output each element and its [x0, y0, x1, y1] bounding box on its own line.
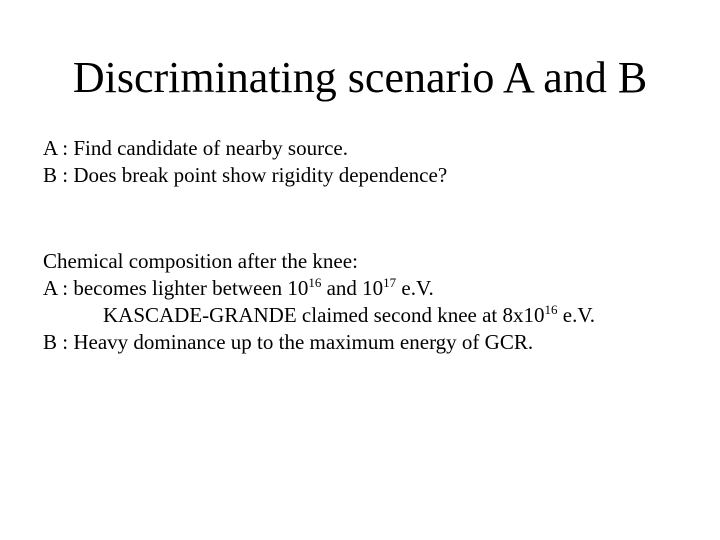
composition-heading: Chemical composition after the knee: [43, 249, 358, 273]
slide-title: Discriminating scenario A and B [72, 53, 648, 102]
scenario-a-line: A : Find candidate of nearby source. [43, 136, 348, 160]
energy-exponent: 17 [383, 275, 397, 290]
chemical-composition-section [43, 248, 595, 356]
scenario-b-composition-line: B : Heavy dominance up to the maximum energy of GCR. [43, 330, 534, 354]
scenario-a-composition-line [43, 275, 595, 302]
kascade-suffix-text: e.V. [557, 303, 596, 327]
energy-exponent: 16 [308, 275, 322, 290]
energy-middle-text: and 10 [321, 276, 384, 300]
scenario-summary [43, 135, 447, 189]
energy-suffix-text: e.V. [396, 276, 434, 300]
energy-exponent: 16 [544, 302, 558, 317]
energy-prefix-text: A : becomes lighter between 10 [43, 276, 309, 300]
kascade-grande-line [43, 302, 595, 329]
scenario-b-line: B : Does break point show rigidity dependence? [43, 163, 448, 187]
kascade-prefix-text: KASCADE-GRANDE claimed second knee at 8x10 [103, 303, 545, 327]
